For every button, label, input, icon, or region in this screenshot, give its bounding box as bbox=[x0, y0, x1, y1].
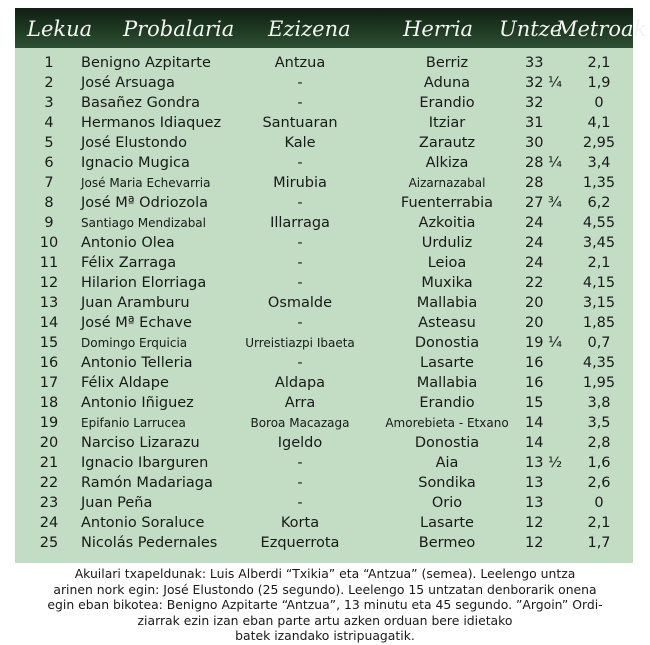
cell-meters: 2,8 bbox=[587, 435, 611, 451]
table-row bbox=[15, 73, 633, 93]
cell-town: Amorebieta - Etxano bbox=[385, 416, 509, 430]
cell-position: 11 bbox=[39, 255, 59, 271]
cell-ounces: 12 bbox=[525, 535, 544, 551]
cell-competitor: Ramón Madariaga bbox=[81, 475, 213, 491]
cell-town: Aduna bbox=[423, 75, 471, 91]
cell-nickname: - bbox=[297, 95, 303, 111]
footnote bbox=[20, 566, 630, 644]
cell-meters: 1,95 bbox=[582, 375, 616, 391]
cell-ounces: 13 ½ bbox=[525, 455, 563, 471]
cell-meters: 4,1 bbox=[587, 115, 611, 131]
cell-town: Erandio bbox=[419, 95, 475, 111]
cell-nickname: Ezquerrota bbox=[260, 535, 340, 551]
cell-nickname: - bbox=[297, 455, 303, 471]
cell-competitor: Antonio Iñiguez bbox=[81, 395, 194, 411]
cell-meters: 1,7 bbox=[587, 535, 611, 551]
cell-competitor: Juan Peña bbox=[81, 495, 153, 511]
table-body bbox=[15, 53, 633, 553]
cell-competitor: José Elustondo bbox=[81, 135, 187, 151]
cell-competitor: Basañez Gondra bbox=[81, 95, 200, 111]
cell-meters: 0 bbox=[594, 495, 604, 511]
cell-competitor: Hermanos Idiaquez bbox=[81, 115, 222, 131]
cell-nickname: Korta bbox=[280, 515, 320, 531]
cell-ounces: 20 bbox=[525, 295, 544, 311]
cell-nickname: Urreistiazpi Ibaeta bbox=[245, 336, 355, 350]
cell-nickname: - bbox=[297, 275, 303, 291]
cell-ounces: 13 bbox=[525, 495, 544, 511]
table-row bbox=[15, 433, 633, 453]
cell-ounces: 28 ¼ bbox=[525, 155, 563, 171]
cell-competitor: Domingo Erquicia bbox=[81, 336, 188, 350]
cell-town: Muxika bbox=[421, 275, 473, 291]
cell-nickname: Santuaran bbox=[262, 115, 338, 131]
cell-ounces: 31 bbox=[525, 115, 544, 131]
cell-ounces: 33 bbox=[525, 55, 544, 71]
cell-competitor: Félix Aldape bbox=[81, 375, 169, 391]
table-row bbox=[15, 153, 633, 173]
table-row bbox=[15, 273, 633, 293]
cell-position: 16 bbox=[39, 355, 59, 371]
cell-town: Lasarte bbox=[420, 355, 474, 371]
cell-ounces: 32 ¼ bbox=[525, 75, 563, 91]
cell-nickname: Mirubia bbox=[273, 175, 327, 191]
footnote-line: ziarrak ezin izan eban parte artu azken orduan bere idietako bbox=[137, 612, 513, 628]
footnote-line: arinen nork egin: José Elustondo (25 segundo). Leelengo 15 untzatan denborarik onena bbox=[53, 581, 597, 597]
cell-position: 12 bbox=[39, 275, 59, 291]
cell-position: 6 bbox=[44, 155, 54, 171]
cell-position: 21 bbox=[39, 455, 59, 471]
cell-competitor: José Maria Echevarria bbox=[81, 176, 211, 190]
cell-position: 15 bbox=[39, 335, 59, 351]
cell-ounces: 14 bbox=[525, 415, 544, 431]
cell-meters: 3,4 bbox=[587, 155, 611, 171]
table-row bbox=[15, 53, 633, 73]
cell-position: 22 bbox=[39, 475, 59, 491]
cell-nickname: - bbox=[297, 495, 303, 511]
cell-meters: 1,9 bbox=[587, 75, 611, 91]
table-row bbox=[15, 393, 633, 413]
cell-meters: 4,15 bbox=[582, 275, 616, 291]
cell-competitor: José Mª Odriozola bbox=[81, 195, 209, 211]
header-nickname: Ezizena bbox=[268, 17, 351, 41]
table-row bbox=[15, 233, 633, 253]
cell-town: Donostia bbox=[414, 435, 480, 451]
cell-ounces: 28 bbox=[525, 175, 544, 191]
cell-meters: 0 bbox=[594, 95, 604, 111]
cell-nickname: Kale bbox=[284, 135, 316, 151]
table-row bbox=[15, 333, 633, 353]
cell-town: Aizarnazabal bbox=[408, 176, 486, 190]
header-town: Herria bbox=[403, 17, 474, 41]
cell-position: 25 bbox=[39, 535, 59, 551]
cell-competitor: Juan Aramburu bbox=[81, 295, 190, 311]
cell-nickname: - bbox=[297, 75, 303, 91]
cell-position: 23 bbox=[39, 495, 59, 511]
cell-town: Mallabia bbox=[416, 295, 478, 311]
table-row bbox=[15, 93, 633, 113]
cell-ounces: 16 bbox=[525, 355, 544, 371]
cell-meters: 4,55 bbox=[582, 215, 616, 231]
cell-town: Itziar bbox=[428, 115, 466, 131]
table-row bbox=[15, 213, 633, 233]
cell-position: 14 bbox=[39, 315, 59, 331]
cell-position: 8 bbox=[44, 195, 54, 211]
cell-position: 19 bbox=[39, 415, 59, 431]
cell-position: 1 bbox=[44, 55, 54, 71]
cell-ounces: 22 bbox=[525, 275, 544, 291]
cell-competitor: Nicolás Pedernales bbox=[81, 535, 218, 551]
table-row bbox=[15, 353, 633, 373]
table-row bbox=[15, 313, 633, 333]
table-row bbox=[15, 493, 633, 513]
cell-meters: 1,85 bbox=[582, 315, 616, 331]
table-row bbox=[15, 133, 633, 153]
table-header bbox=[15, 8, 647, 48]
cell-nickname: Aldapa bbox=[274, 375, 326, 391]
cell-ounces: 14 bbox=[525, 435, 544, 451]
cell-position: 24 bbox=[39, 515, 59, 531]
cell-ounces: 15 bbox=[525, 395, 544, 411]
cell-town: Alkiza bbox=[425, 155, 469, 171]
cell-position: 10 bbox=[39, 235, 59, 251]
cell-meters: 3,8 bbox=[587, 395, 611, 411]
cell-town: Fuenterrabia bbox=[400, 195, 494, 211]
cell-position: 4 bbox=[44, 115, 54, 131]
table-row bbox=[15, 413, 633, 433]
table-row bbox=[15, 253, 633, 273]
cell-position: 9 bbox=[44, 215, 54, 231]
cell-competitor: Félix Zarraga bbox=[81, 255, 177, 271]
cell-competitor: Ignacio Mugica bbox=[81, 155, 190, 171]
cell-meters: 4,35 bbox=[582, 355, 616, 371]
cell-nickname: - bbox=[297, 195, 303, 211]
cell-competitor: Santiago Mendizabal bbox=[81, 216, 206, 230]
cell-meters: 2,1 bbox=[587, 55, 611, 71]
cell-meters: 3,45 bbox=[582, 235, 616, 251]
table-row bbox=[15, 533, 633, 553]
cell-meters: 1,6 bbox=[587, 455, 611, 471]
table-row bbox=[15, 173, 633, 193]
cell-ounces: 19 ¼ bbox=[525, 335, 563, 351]
header-competitor: Probalaria bbox=[123, 17, 235, 41]
table-row bbox=[15, 453, 633, 473]
cell-competitor: Benigno Azpitarte bbox=[81, 55, 211, 71]
cell-position: 5 bbox=[44, 135, 54, 151]
cell-position: 17 bbox=[39, 375, 59, 391]
cell-nickname: Arra bbox=[284, 395, 316, 411]
cell-meters: 3,15 bbox=[582, 295, 616, 311]
cell-town: Sondika bbox=[418, 475, 476, 491]
cell-competitor: Antonio Soraluce bbox=[81, 515, 205, 531]
cell-town: Orio bbox=[431, 495, 463, 511]
table-row bbox=[15, 293, 633, 313]
cell-nickname: - bbox=[297, 255, 303, 271]
cell-position: 20 bbox=[39, 435, 59, 451]
cell-competitor: Antonio Telleria bbox=[81, 355, 193, 371]
table-row bbox=[15, 373, 633, 393]
cell-ounces: 12 bbox=[525, 515, 544, 531]
cell-ounces: 24 bbox=[525, 215, 544, 231]
header-ounces: Untze bbox=[499, 17, 563, 41]
footnote-line: batek izandako istripuagatik. bbox=[235, 628, 415, 643]
results-table bbox=[15, 8, 647, 563]
cell-position: 13 bbox=[39, 295, 59, 311]
cell-nickname: - bbox=[297, 235, 303, 251]
cell-nickname: - bbox=[297, 155, 303, 171]
cell-town: Erandio bbox=[419, 395, 475, 411]
cell-town: Mallabia bbox=[416, 375, 478, 391]
cell-nickname: Igeldo bbox=[277, 435, 323, 451]
footnote-line: egin eban bikotea: Benigno Azpitarte “Antzua”, 13 minutu eta 45 segundo. ”Argoin” Ordi- bbox=[47, 597, 603, 612]
header-meters: Metroak bbox=[556, 17, 647, 41]
cell-nickname: - bbox=[297, 315, 303, 331]
cell-town: Asteasu bbox=[418, 315, 476, 331]
cell-meters: 3,5 bbox=[587, 415, 611, 431]
table-row bbox=[15, 113, 633, 133]
cell-meters: 2,1 bbox=[587, 515, 611, 531]
cell-position: 2 bbox=[44, 75, 54, 91]
cell-competitor: José Mª Echave bbox=[81, 315, 192, 331]
cell-nickname: Illarraga bbox=[270, 215, 330, 231]
cell-competitor: Epifanio Larrucea bbox=[81, 416, 186, 430]
cell-position: 3 bbox=[44, 95, 54, 111]
cell-meters: 1,35 bbox=[582, 175, 616, 191]
cell-meters: 6,2 bbox=[587, 195, 611, 211]
cell-ounces: 20 bbox=[525, 315, 544, 331]
cell-ounces: 32 bbox=[525, 95, 544, 111]
cell-ounces: 24 bbox=[525, 255, 544, 271]
cell-ounces: 24 bbox=[525, 235, 544, 251]
cell-ounces: 13 bbox=[525, 475, 544, 491]
cell-position: 7 bbox=[44, 175, 54, 191]
cell-meters: 0,7 bbox=[587, 335, 611, 351]
cell-nickname: Antzua bbox=[274, 55, 326, 71]
cell-position: 18 bbox=[39, 395, 59, 411]
cell-town: Aia bbox=[435, 455, 459, 471]
cell-meters: 2,1 bbox=[587, 255, 611, 271]
table-row bbox=[15, 513, 633, 533]
cell-ounces: 30 bbox=[525, 135, 544, 151]
cell-competitor: Hilarion Elorriaga bbox=[81, 275, 207, 291]
cell-competitor: Antonio Olea bbox=[81, 235, 175, 251]
table-row bbox=[15, 193, 633, 213]
cell-ounces: 16 bbox=[525, 375, 544, 391]
cell-meters: 2,6 bbox=[587, 475, 611, 491]
table-row bbox=[15, 473, 633, 493]
cell-nickname: - bbox=[297, 475, 303, 491]
cell-town: Zarautz bbox=[418, 135, 476, 151]
cell-competitor: Ignacio Ibarguren bbox=[81, 455, 209, 471]
cell-nickname: Osmalde bbox=[267, 295, 333, 311]
cell-nickname: Boroa Macazaga bbox=[250, 416, 350, 430]
cell-meters: 2,95 bbox=[582, 135, 616, 151]
cell-nickname: - bbox=[297, 355, 303, 371]
cell-town: Bermeo bbox=[418, 535, 476, 551]
cell-competitor: Narciso Lizarazu bbox=[81, 435, 200, 451]
cell-ounces: 27 ¾ bbox=[525, 195, 563, 211]
cell-town: Donostia bbox=[414, 335, 480, 351]
cell-town: Berriz bbox=[425, 55, 469, 71]
footnote-line: Akuilari txapeldunak: Luis Alberdi “Txikia” eta “Antzua” (semea). Leelengo untza bbox=[74, 566, 576, 581]
cell-competitor: José Arsuaga bbox=[81, 75, 175, 91]
header-position: Lekua bbox=[27, 17, 93, 41]
cell-town: Lasarte bbox=[420, 515, 474, 531]
cell-town: Leioa bbox=[427, 255, 467, 271]
cell-town: Azkoitia bbox=[418, 215, 476, 231]
cell-town: Urduliz bbox=[421, 235, 473, 251]
